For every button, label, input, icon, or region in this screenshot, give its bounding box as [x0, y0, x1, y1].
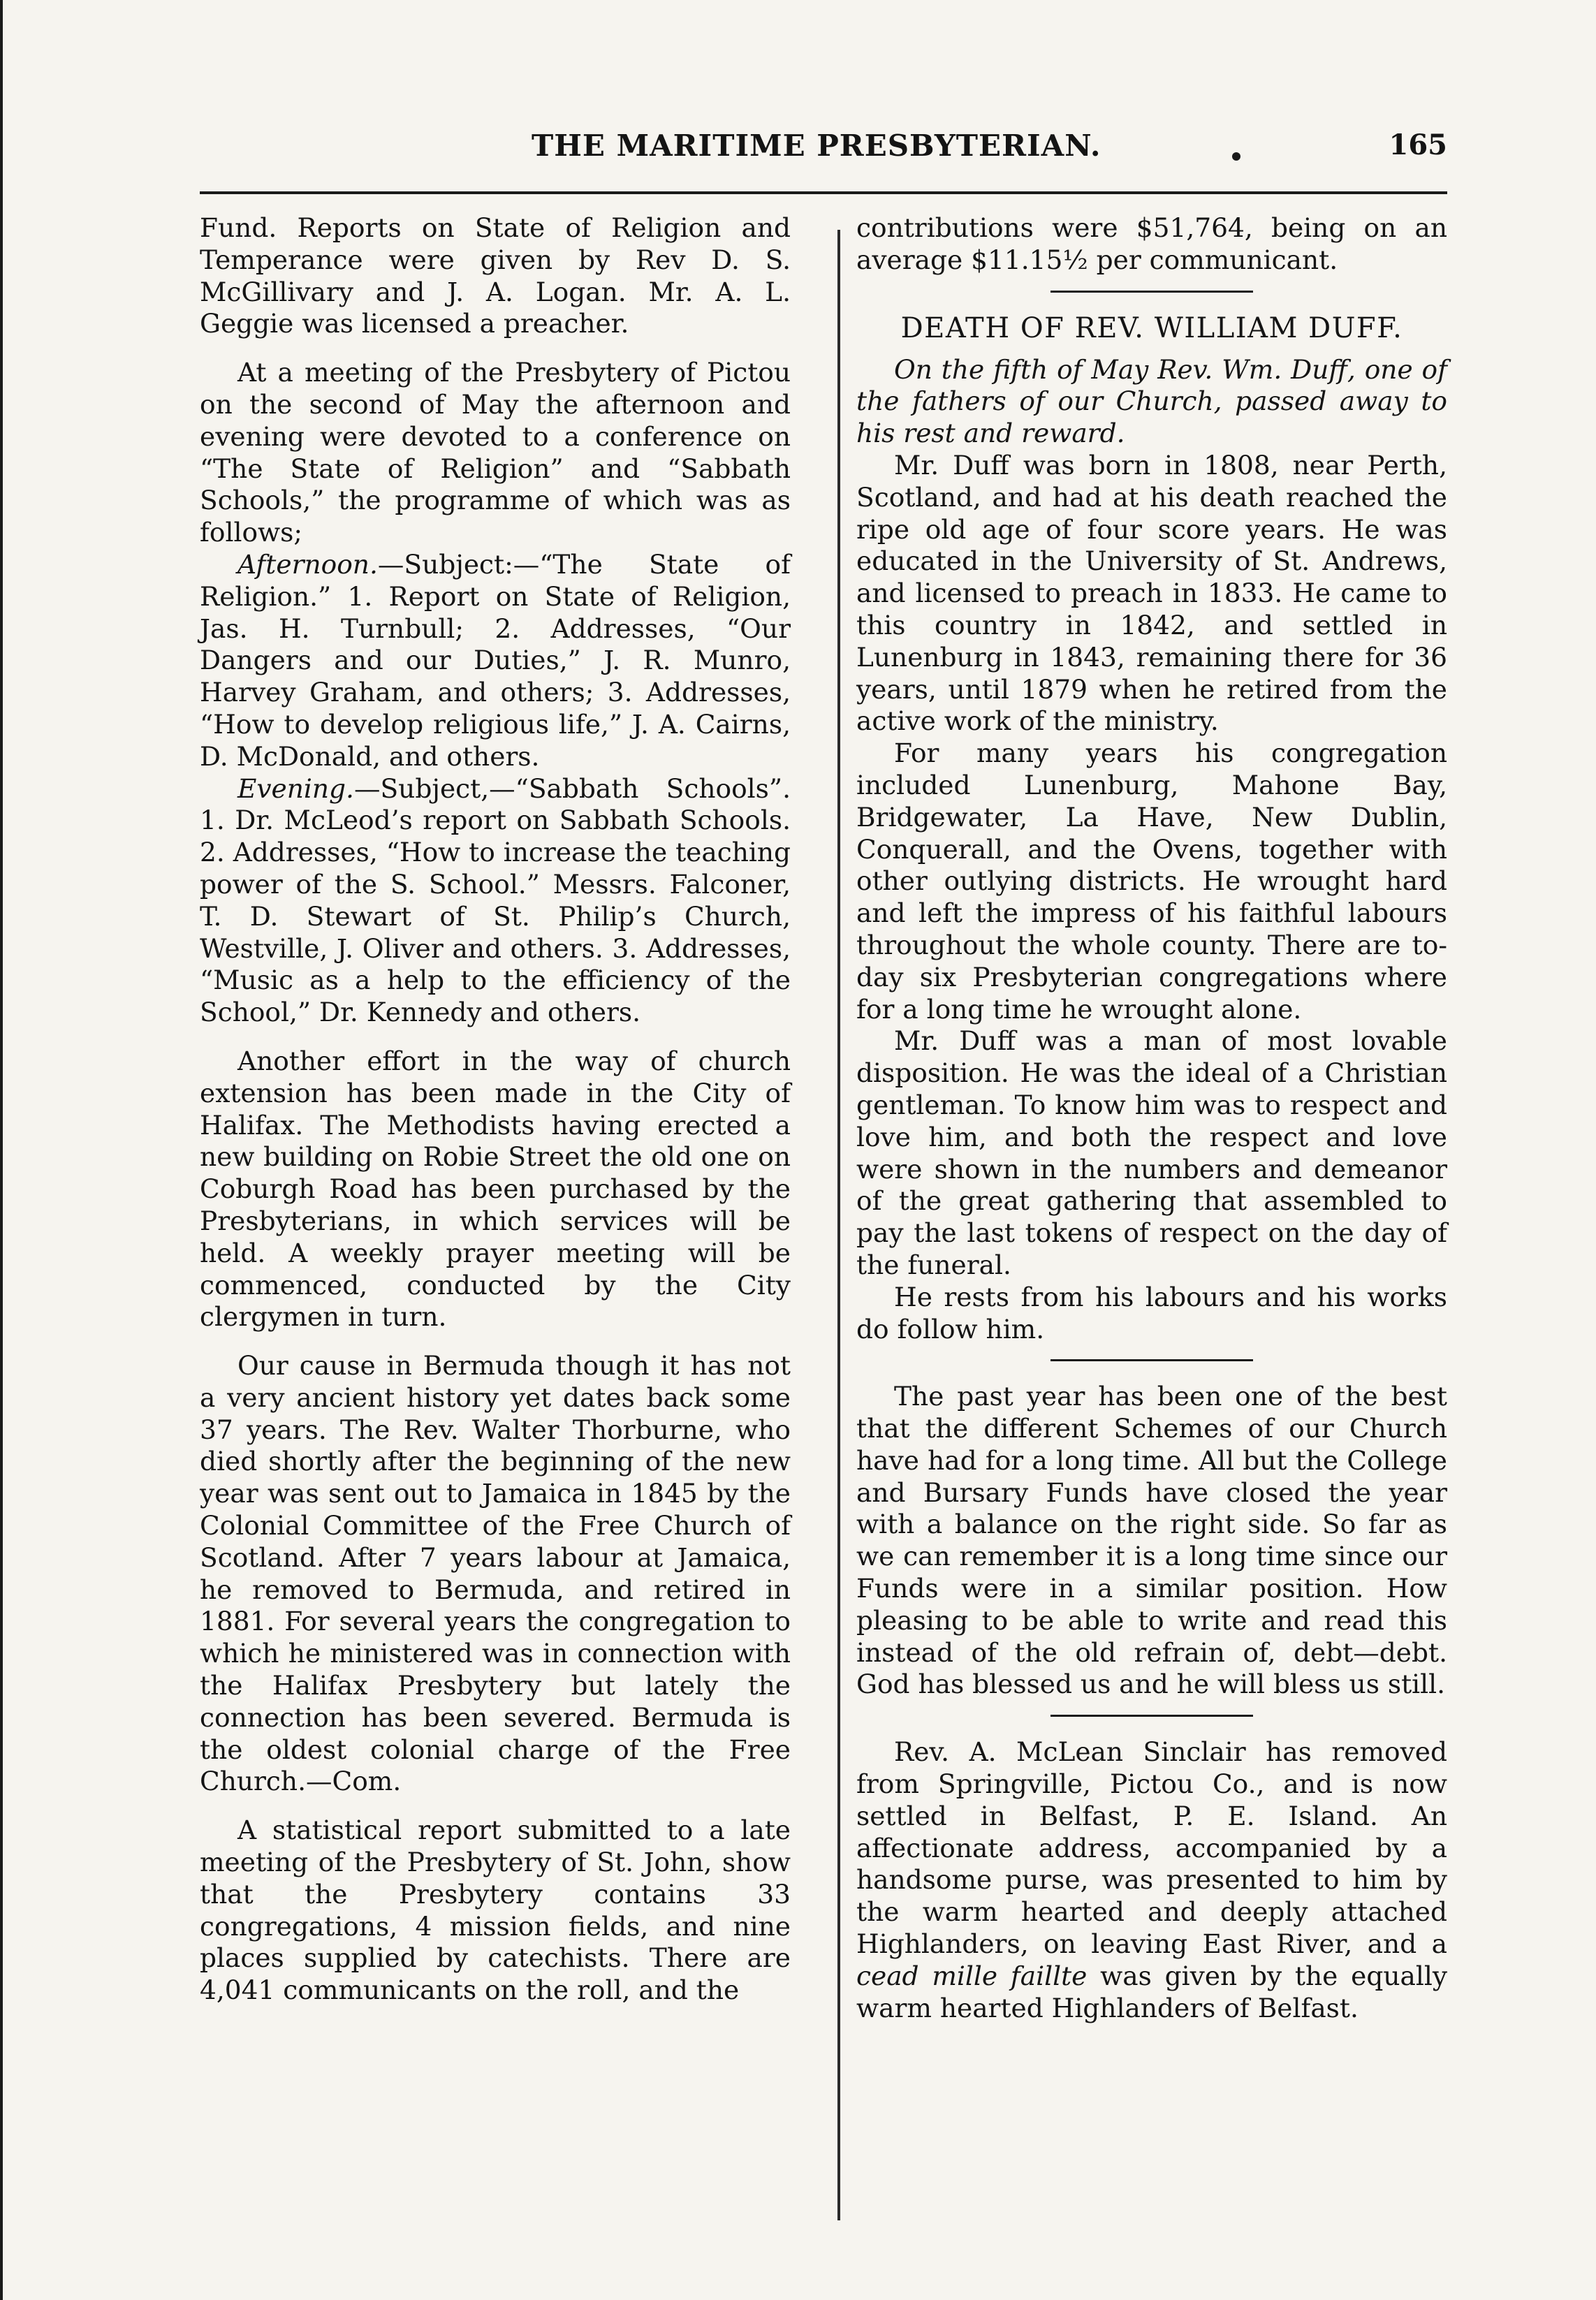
sinclair-gaelic-phrase: cead mille faillte	[856, 1960, 1088, 1991]
duff-character-paragraph: Mr. Duff was a man of most lovable disposition. He was the ideal of a Christian gentleman. To know him was to respect and love him, and both the respect and love were shown in the numbers and demeanor of the great gathering that assembled to pay the last tokens of respect on the day of the funeral.	[856, 1025, 1447, 1280]
past-year-paragraph: The past year has been one of the best that the different Schemes of our Church have had for a long time. All but the College and Bursary Funds have closed the year with a balance on the right side. So far as we can remember it is a long time since our Funds were in a similar position. How pleasing to be able to write and read this instead of the old refrain of, debt—debt. God has blessed us and he will bless us still.	[856, 1381, 1447, 1700]
death-notice-opening: On the fifth of May Rev. Wm. Duff, one of the fathers of our Church, passed away to his rest and reward.	[856, 353, 1447, 449]
afternoon-programme-paragraph	[200, 549, 791, 773]
sinclair-paragraph	[856, 1736, 1447, 2024]
evening-programme-text: —Subject,—“Sabbath Schools”. 1. Dr. McLeod’s report on Sabbath Schools. 2. Addresses, “How to increase the teaching power of the S. School.” Messrs. Falconer, T. D. Stewart of St. Philip’s Church, Westville, J. Oliver and others. 3. Addresses, “Music as a help to the efficiency of the School,” Dr. Kennedy and others.	[200, 772, 791, 1028]
evening-programme-paragraph	[200, 773, 791, 1029]
duff-congregation-paragraph: For many years his congregation included Lunenburg, Mahone Bay, Bridgewater, La Have, New Dublin, Conquerall, and the Ovens, together with other outlying districts. He wrought hard and left the impress of his faithful labours throughout the whole county. There are to-day six Presbyterian congregations where for a long time he wrought alone.	[856, 738, 1447, 1025]
death-notice-title: DEATH OF REV. WILLIAM DUFF.	[900, 312, 1403, 344]
st-john-statistics-paragraph: A statistical report submitted to a late meeting of the Presbytery of St. John, show that the Presbytery contains 33 congregations, 4 mission fields, and nine places supplied by catechists. There are 4,041 communicants on the roll, and the	[200, 1815, 791, 2006]
pictou-presbytery-paragraph: At a meeting of the Presbytery of Pictou on the second of May the afternoon and evening were devoted to a conference on “The State of Religion” and “Sabbath Schools,” the programme of which was as follows;	[200, 357, 791, 548]
duff-biography-paragraph: Mr. Duff was born in 1808, near Perth, Scotland, and had at his death reached the ripe old age of four score years. He was educated in the University of St. Andrews, and licensed to preach in 1833. He came to this country in 1842, and settled in Lunenburg in 1843, remaining there for 36 years, until 1879 when he retired from the active work of the ministry.	[856, 449, 1447, 737]
sinclair-text-2: was given by the equally warm hearted Highlanders of Belfast.	[856, 1960, 1448, 2023]
afternoon-programme-text: —Subject:—“The State of Religion.” 1. Report on State of Religion, Jas. H. Turnbull; 2. Addresses, “Our Dangers and our Duties,” J. R. Munro, Harvey Graham, and others; 3. Addresses, “How to develop religious life,” J. A. Cairns, D. McDonald, and others.	[200, 548, 791, 772]
page-number: 165	[1389, 129, 1447, 161]
evening-label: Evening.	[237, 772, 354, 804]
fund-report-paragraph: Fund. Reports on State of Religion and Temperance were given by Rev D. S. McGillivary and J. A. Logan. Mr. A. L. Geggie was licensed a preacher.	[200, 212, 791, 339]
sinclair-text-1: Rev. A. McLean Sinclair has removed from Springville, Pictou Co., and is now settled in Belfast, P. E. Island. An affectionate address, accompanied by a handsome purse, was presented to him by the warm hearted and deeply attached Highlanders, on leaving East River, and a	[856, 1736, 1447, 1960]
halifax-extension-paragraph: Another effort in the way of church extension has been made in the City of Halifax. The Methodists having erected a new building on Robie Street the old one on Coburgh Road has been purchased by the Presbyterians, in which services will be held. A weekly prayer meeting will be commenced, conducted by the City clergymen in turn.	[200, 1045, 791, 1333]
newspaper-page	[200, 129, 1448, 2023]
page-header	[200, 129, 1447, 194]
bermuda-history-paragraph: Our cause in Bermuda though it has not a very ancient history yet dates back some 37 years. The Rev. Walter Thorburne, who died shortly after the beginning of the new year was sent out to Jamaica in 1845 by the Colonial Committee of the Free Church of Scotland. After 7 years labour at Jamaica, he removed to Bermuda, and retired in 1881. For several years the congregation to which he ministered was in connection with the Halifax Presbytery but lately the connection has been severed. Bermuda is the oldest colonial charge of the Free Church.—Com.	[200, 1350, 791, 1797]
afternoon-label: Afternoon.	[237, 548, 378, 580]
section-rule-3	[1050, 1715, 1253, 1717]
duff-closing-line: He rests from his labours and his works do follow him.	[856, 1281, 1447, 1345]
section-rule	[1050, 291, 1253, 293]
left-column	[200, 212, 791, 2024]
header-dot-mark	[1232, 152, 1240, 161]
contributions-paragraph: contributions were $51,764, being on an average $11.15½ per communicant.	[856, 212, 1447, 275]
publication-title: THE MARITIME PRESBYTERIAN.	[532, 129, 1101, 163]
right-column	[856, 212, 1447, 2024]
column-divider	[837, 230, 840, 2220]
two-column-body	[200, 212, 1447, 2024]
section-rule-2	[1050, 1359, 1253, 1361]
page-edge-scan-mark	[0, 0, 8, 2300]
